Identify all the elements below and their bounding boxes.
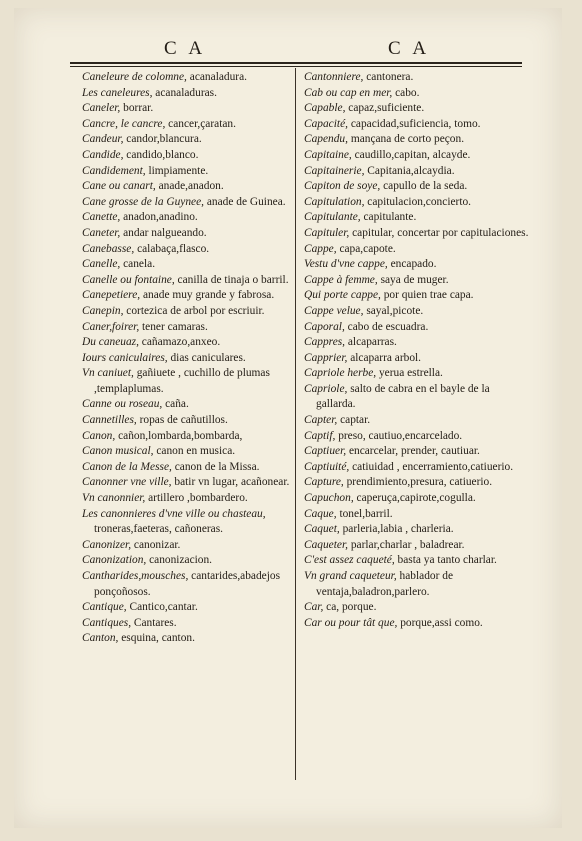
- entry-headword: Canon de la Messe,: [82, 460, 172, 473]
- entry-definition: prendimiento,presura, catiuerio.: [343, 476, 493, 489]
- dictionary-entry: [82, 117, 307, 133]
- dictionary-entry: [82, 507, 307, 538]
- entry-headword: Caporal,: [304, 320, 345, 333]
- dictionary-entry: [304, 569, 529, 600]
- dictionary-entry: [82, 413, 307, 429]
- dictionary-entry: [304, 538, 529, 554]
- dictionary-entry: [82, 553, 307, 569]
- entry-headword: Capitulante,: [304, 211, 361, 224]
- entry-definition: capaz,suficiente.: [345, 102, 425, 115]
- entry-definition: cabo de escuadra.: [344, 320, 429, 333]
- dictionary-entry: [304, 475, 529, 491]
- entry-definition: captar.: [337, 414, 371, 427]
- entry-headword: Canette,: [82, 211, 121, 224]
- dictionary-entry: [304, 429, 529, 445]
- entry-definition: cortezica de arbol por escriuir.: [123, 304, 265, 317]
- entry-headword: Capriole,: [304, 382, 348, 395]
- dictionary-entry: [82, 475, 307, 491]
- entry-definition: basta ya tanto charlar.: [394, 554, 497, 567]
- dictionary-entry: [82, 351, 307, 367]
- dictionary-entry: [304, 413, 529, 429]
- dictionary-entry: [82, 164, 307, 180]
- dictionary-entry: [304, 382, 529, 413]
- dictionary-entry: [304, 616, 529, 632]
- entry-headword: Cane grosse de la Guynee,: [82, 195, 204, 208]
- entry-definition: capitulacion,concierto.: [364, 195, 472, 208]
- entry-headword: Canelle ou fontaine,: [82, 273, 175, 286]
- dictionary-entry: [82, 226, 307, 242]
- dictionary-entry: [82, 273, 307, 289]
- column-divider: [295, 68, 296, 780]
- entry-headword: Canton,: [82, 632, 119, 645]
- entry-headword: Cappe à femme,: [304, 273, 378, 286]
- entry-definition: por quien trae capa.: [380, 289, 474, 302]
- dictionary-entry: [304, 70, 529, 86]
- dictionary-entry: [82, 366, 307, 397]
- entry-definition: catiuidad , encerramiento,catiuerio.: [349, 460, 514, 473]
- entry-definition: dias caniculares.: [167, 351, 246, 364]
- entry-headword: Canon,: [82, 429, 116, 442]
- entry-definition: acanaladura.: [186, 71, 247, 83]
- dictionary-entry: [304, 148, 529, 164]
- dictionary-entry: [304, 195, 529, 211]
- entry-headword: Vestu d'vne cappe,: [304, 258, 388, 271]
- dictionary-entry: [304, 600, 529, 616]
- entry-definition: anade muy grande y fabrosa.: [140, 289, 275, 302]
- dictionary-entry: [304, 288, 529, 304]
- dictionary-entry: [82, 460, 307, 476]
- entry-headword: Canebasse,: [82, 242, 135, 255]
- entry-headword: Canonization,: [82, 554, 147, 567]
- entry-headword: Canne ou roseau,: [82, 398, 163, 411]
- entry-headword: Capture,: [304, 476, 344, 489]
- entry-headword: Cappres,: [304, 336, 346, 349]
- entry-headword: Candeur,: [82, 133, 124, 146]
- entry-definition: ropas de cañutillos.: [136, 414, 228, 427]
- header-rule-thin: [70, 66, 522, 67]
- entry-definition: candor,blancura.: [123, 133, 202, 146]
- entry-headword: Caque,: [304, 507, 337, 520]
- entry-headword: Caneter,: [82, 226, 121, 239]
- entry-headword: Vn caniuet,: [82, 367, 134, 380]
- entry-definition: Cantares.: [131, 616, 177, 629]
- entry-definition: cantarides,abadejos ponçoñosos.: [94, 570, 281, 598]
- entry-definition: limpiamente.: [145, 164, 209, 177]
- entry-definition: capitular, concertar por capitulaciones.: [349, 226, 529, 239]
- dictionary-entry: [82, 631, 307, 647]
- dictionary-entry: [304, 320, 529, 336]
- entry-definition: anadon,anadino.: [120, 211, 198, 224]
- entry-headword: Canon musical,: [82, 445, 154, 458]
- entry-headword: Les caneleures,: [82, 86, 153, 99]
- entry-definition: cabo.: [392, 86, 420, 99]
- dictionary-entry: [304, 351, 529, 367]
- dictionary-entry: [82, 569, 307, 600]
- entry-headword: Captif,: [304, 429, 336, 442]
- entry-definition: acanaladuras.: [152, 86, 217, 99]
- entry-definition: anade de Guinea.: [204, 195, 286, 208]
- entry-headword: Du caneuaz,: [82, 336, 139, 349]
- entry-headword: Capitainerie,: [304, 164, 365, 177]
- dictionary-entry: [304, 101, 529, 117]
- entry-definition: candido,blanco.: [123, 148, 199, 161]
- dictionary-entry: [82, 304, 307, 320]
- entry-definition: cantonera.: [363, 71, 414, 83]
- entry-headword: Candide,: [82, 148, 124, 161]
- dictionary-entry: [82, 538, 307, 554]
- dictionary-entry: [304, 553, 529, 569]
- entry-headword: Capter,: [304, 414, 338, 427]
- dictionary-entry: [304, 117, 529, 133]
- entry-definition: salto de cabra en el bayle de la gallarda.: [316, 382, 490, 411]
- entry-headword: Canonner vne ville,: [82, 476, 172, 489]
- entry-headword: Canonizer,: [82, 538, 132, 551]
- entry-definition: parleria,labia , charleria.: [339, 523, 454, 536]
- dictionary-entry: [304, 366, 529, 382]
- dictionary-entry: [304, 179, 529, 195]
- entry-definition: porque,assi como.: [397, 616, 483, 629]
- dictionary-entry: [82, 616, 307, 632]
- entry-definition: canonizar.: [131, 538, 181, 551]
- entry-definition: tener camaras.: [139, 320, 208, 333]
- dictionary-entry: [82, 101, 307, 117]
- entry-definition: preso, cautiuo,encarcelado.: [335, 429, 463, 442]
- entry-headword: Caqueter,: [304, 538, 348, 551]
- entry-definition: hablador de ventaja,baladron,parlero.: [316, 570, 453, 598]
- dictionary-entry: [82, 600, 307, 616]
- entry-headword: Car ou pour tât que,: [304, 616, 398, 629]
- header-rule: [70, 62, 522, 64]
- dictionary-entry: [82, 179, 307, 195]
- entry-headword: Cappe,: [304, 242, 337, 255]
- entry-headword: Iours caniculaires,: [82, 351, 168, 364]
- entry-definition: cañamazo,anxeo.: [138, 336, 221, 349]
- entry-definition: cancer,çaratan.: [165, 117, 236, 130]
- entry-definition: canon de la Missa.: [171, 460, 260, 473]
- entry-definition: yerua estrella.: [376, 367, 443, 380]
- running-header: [70, 38, 520, 62]
- entry-definition: capitulante.: [360, 211, 417, 224]
- entry-headword: Car,: [304, 601, 324, 614]
- entry-headword: Cantonniere,: [304, 71, 364, 83]
- dictionary-entry: [82, 242, 307, 258]
- dictionary-entry: [304, 257, 529, 273]
- dictionary-entry: [82, 70, 307, 86]
- entry-headword: Cane ou canart,: [82, 180, 156, 193]
- entry-definition: mançana de corto peçon.: [347, 133, 465, 146]
- dictionary-entry: [304, 460, 529, 476]
- entry-headword: Caner,foirer,: [82, 320, 140, 333]
- entry-definition: anade,anadon.: [155, 180, 224, 193]
- entry-headword: Cappe velue,: [304, 304, 364, 317]
- entry-headword: Capendu,: [304, 133, 348, 146]
- entry-definition: caña.: [162, 398, 189, 411]
- entry-definition: caudillo,capitan, alcayde.: [351, 148, 471, 161]
- entry-definition: canilla de tinaja o barril.: [174, 273, 289, 286]
- entry-definition: canon en musica.: [153, 445, 236, 458]
- entry-definition: encapado.: [387, 258, 437, 271]
- dictionary-entry: [82, 148, 307, 164]
- entry-headword: Capriole herbe,: [304, 367, 377, 380]
- dictionary-entry: [304, 444, 529, 460]
- entry-definition: ca, porque.: [323, 601, 377, 614]
- entry-definition: artillero ,bombardero.: [145, 492, 248, 505]
- entry-definition: capullo de la seda.: [380, 180, 468, 193]
- entry-definition: Cantico,cantar.: [126, 601, 198, 614]
- dictionary-entry: [304, 522, 529, 538]
- entry-headword: Candidement,: [82, 164, 146, 177]
- entry-definition: capa,capote.: [336, 242, 396, 255]
- entry-headword: Canelle,: [82, 258, 121, 271]
- entry-headword: Canepin,: [82, 304, 124, 317]
- entry-headword: Captiuer,: [304, 445, 347, 458]
- dictionary-entry: [82, 132, 307, 148]
- entry-headword: Capitulation,: [304, 195, 365, 208]
- entry-headword: Vn grand caqueteur,: [304, 570, 397, 582]
- entry-definition: batir vn lugar, acañonear.: [171, 476, 290, 489]
- entry-definition: caperuça,capirote,cogulla.: [353, 492, 476, 505]
- dictionary-entry: [82, 320, 307, 336]
- entry-headword: Canepetiere,: [82, 289, 141, 302]
- entry-headword: C'est assez caqueté,: [304, 554, 395, 567]
- dictionary-entry: [82, 86, 307, 102]
- dictionary-entry: [82, 195, 307, 211]
- dictionary-entry: [304, 273, 529, 289]
- dictionary-entry: [304, 507, 529, 523]
- dictionary-entry: [82, 335, 307, 351]
- entry-headword: Capprier,: [304, 351, 348, 364]
- entry-definition: canela.: [120, 258, 156, 271]
- entry-definition: alcaparras.: [345, 336, 397, 349]
- entry-headword: Caneler,: [82, 102, 121, 115]
- dictionary-entry: [82, 491, 307, 507]
- dictionary-entry: [82, 444, 307, 460]
- entry-headword: Captiuité,: [304, 460, 350, 473]
- right-column: [304, 70, 529, 631]
- entry-headword: Vn canonnier,: [82, 492, 146, 505]
- entry-headword: Capituler,: [304, 226, 350, 239]
- entry-headword: Cancre, le cancre,: [82, 117, 166, 130]
- left-column: [82, 70, 307, 647]
- entry-definition: Capitania,alcaydia.: [364, 164, 455, 177]
- dictionary-entry: [82, 210, 307, 226]
- entry-headword: Capacité,: [304, 117, 348, 130]
- dictionary-entry: [304, 210, 529, 226]
- entry-headword: Cantiques,: [82, 616, 132, 629]
- dictionary-entry: [82, 257, 307, 273]
- entry-headword: Capitaine,: [304, 148, 352, 161]
- entry-headword: Les canonnieres d'vne ville ou chasteau,: [82, 507, 266, 520]
- entry-definition: gañiuete , cuchillo de plumas ,templaplumas.: [94, 367, 270, 395]
- dictionary-entry: [82, 429, 307, 445]
- entry-headword: Capuchon,: [304, 492, 354, 505]
- dictionary-entry: [304, 335, 529, 351]
- entry-headword: Cantharides,mousches,: [82, 570, 189, 582]
- entry-headword: Caneleure de colomne,: [82, 71, 187, 83]
- dictionary-entry: [304, 226, 529, 242]
- dictionary-entry: [304, 86, 529, 102]
- entry-definition: cañon,lombarda,bombarda,: [115, 429, 243, 442]
- dictionary-entry: [82, 397, 307, 413]
- dictionary-entry: [304, 164, 529, 180]
- entry-headword: Cantique,: [82, 601, 127, 614]
- entry-definition: calabaça,flasco.: [134, 242, 210, 255]
- entry-definition: esquina, canton.: [118, 632, 195, 645]
- dictionary-entry: [304, 491, 529, 507]
- entry-definition: troneras,faeteras, cañoneras.: [94, 523, 224, 536]
- entry-definition: andar nalgueando.: [120, 226, 207, 239]
- entry-definition: parlar,charlar , baladrear.: [347, 538, 465, 551]
- dictionary-entry: [304, 304, 529, 320]
- entry-headword: Qui porte cappe,: [304, 289, 381, 302]
- entry-headword: Capable,: [304, 102, 346, 115]
- dictionary-entry: [82, 288, 307, 304]
- entry-definition: tonel,barril.: [336, 507, 393, 520]
- entry-headword: Caquet,: [304, 523, 340, 536]
- dictionary-entry: [304, 132, 529, 148]
- header-right: C A: [388, 38, 431, 59]
- entry-definition: capacidad,suficiencia, tomo.: [347, 117, 481, 130]
- entry-headword: Cab ou cap en mer,: [304, 86, 393, 99]
- entry-headword: Capiton de soye,: [304, 180, 381, 193]
- entry-definition: borrar.: [120, 102, 154, 115]
- header-left: C A: [164, 38, 207, 59]
- entry-definition: saya de muger.: [377, 273, 449, 286]
- entry-definition: alcaparra arbol.: [347, 351, 422, 364]
- entry-definition: sayal,picote.: [363, 304, 424, 317]
- entry-definition: encarcelar, prender, cautiuar.: [346, 445, 480, 458]
- entry-definition: canonizacion.: [146, 554, 213, 567]
- dictionary-entry: [304, 242, 529, 258]
- entry-headword: Cannetilles,: [82, 414, 137, 427]
